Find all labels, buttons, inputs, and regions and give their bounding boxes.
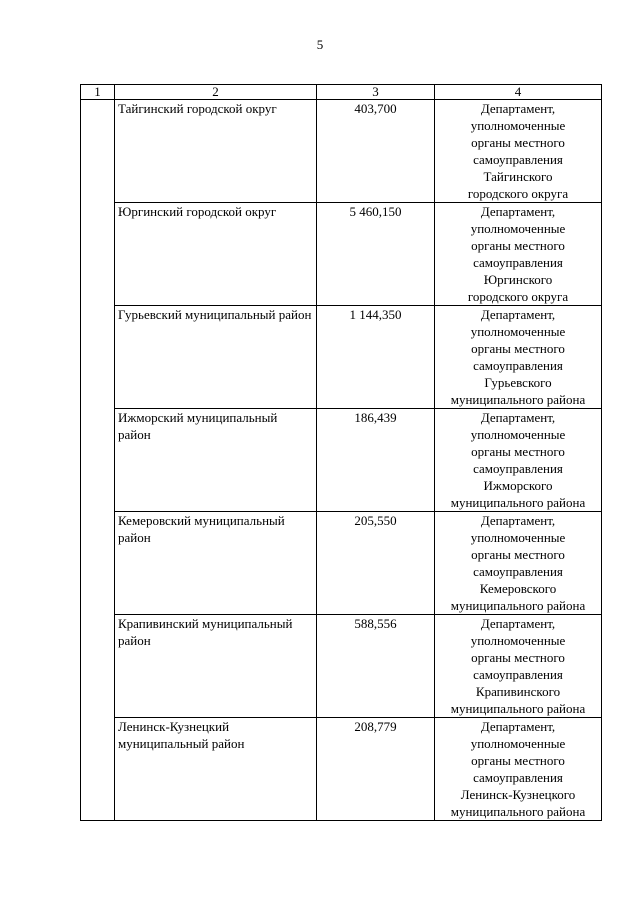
table-row [81, 718, 602, 821]
table-body [81, 100, 602, 821]
org-line: уполномоченные [470, 427, 566, 442]
org-line: уполномоченные [470, 736, 566, 751]
org-line: Юргинского [483, 272, 553, 287]
responsible-org [435, 409, 602, 512]
amount-value: 186,439 [317, 409, 435, 512]
org-line: органы местного [471, 650, 565, 665]
responsible-org [435, 512, 602, 615]
amount-value: 208,779 [317, 718, 435, 821]
org-line: Тайгинского [483, 169, 553, 184]
org-line: самоуправления [473, 461, 563, 476]
org-line: самоуправления [473, 152, 563, 167]
municipality-name: Юргинский городской округ [115, 203, 317, 306]
org-line: уполномоченные [470, 118, 566, 133]
responsible-org [435, 615, 602, 718]
amount-value: 403,700 [317, 100, 435, 203]
table-row [81, 512, 602, 615]
org-line: Департамент, [480, 101, 556, 116]
org-line: уполномоченные [470, 633, 566, 648]
municipality-name: Кемеровский муниципальный район [115, 512, 317, 615]
page-number: 5 [316, 37, 324, 52]
table-row [81, 100, 602, 203]
municipality-name: Гурьевский муниципальный район [115, 306, 317, 409]
municipality-name: Ижморский муниципальный район [115, 409, 317, 512]
amount-value: 5 460,150 [317, 203, 435, 306]
org-line: городского округа [467, 186, 569, 201]
org-line: самоуправления [473, 358, 563, 373]
amount-value: 588,556 [317, 615, 435, 718]
column-number-4: 4 [435, 85, 602, 100]
org-line: Ленинск-Кузнецкого [460, 787, 576, 802]
column-number-2: 2 [115, 85, 317, 100]
org-line: уполномоченные [470, 530, 566, 545]
org-line: самоуправления [473, 564, 563, 579]
org-line: уполномоченные [470, 221, 566, 236]
table-row [81, 306, 602, 409]
amount-value: 1 144,350 [317, 306, 435, 409]
org-line: органы местного [471, 444, 565, 459]
org-line: Департамент, [480, 410, 556, 425]
org-line: Крапивинского [475, 684, 561, 699]
org-line: органы местного [471, 753, 565, 768]
org-line: Кемеровского [479, 581, 557, 596]
org-line: органы местного [471, 135, 565, 150]
org-line: Департамент, [480, 307, 556, 322]
amount-value: 205,550 [317, 512, 435, 615]
empty-first-column-cell [81, 100, 115, 821]
org-line: Департамент, [480, 204, 556, 219]
table-row [81, 203, 602, 306]
org-line: органы местного [471, 341, 565, 356]
municipality-name: Крапивинский муниципальный район [115, 615, 317, 718]
municipality-name: Тайгинский городской округ [115, 100, 317, 203]
org-line: Департамент, [480, 719, 556, 734]
column-number-3: 3 [317, 85, 435, 100]
org-line: Гурьевского [484, 375, 552, 390]
org-line: Департамент, [480, 616, 556, 631]
org-line: Департамент, [480, 513, 556, 528]
responsible-org [435, 100, 602, 203]
org-line: Ижморского [483, 478, 553, 493]
column-number-row [81, 85, 602, 100]
org-line: самоуправления [473, 770, 563, 785]
org-line: муниципального района [450, 392, 586, 407]
org-line: самоуправления [473, 667, 563, 682]
org-line: городского округа [467, 289, 569, 304]
column-number-1: 1 [81, 85, 115, 100]
org-line: муниципального района [450, 598, 586, 613]
responsible-org [435, 203, 602, 306]
org-line: муниципального района [450, 804, 586, 819]
org-line: уполномоченные [470, 324, 566, 339]
org-line: органы местного [471, 238, 565, 253]
responsible-org [435, 718, 602, 821]
table-row [81, 409, 602, 512]
org-line: самоуправления [473, 255, 563, 270]
municipality-name: Ленинск-Кузнецкий муниципальный район [115, 718, 317, 821]
org-line: муниципального района [450, 495, 586, 510]
table-row [81, 615, 602, 718]
allocation-table [80, 84, 602, 821]
org-line: органы местного [471, 547, 565, 562]
org-line: муниципального района [450, 701, 586, 716]
responsible-org [435, 306, 602, 409]
